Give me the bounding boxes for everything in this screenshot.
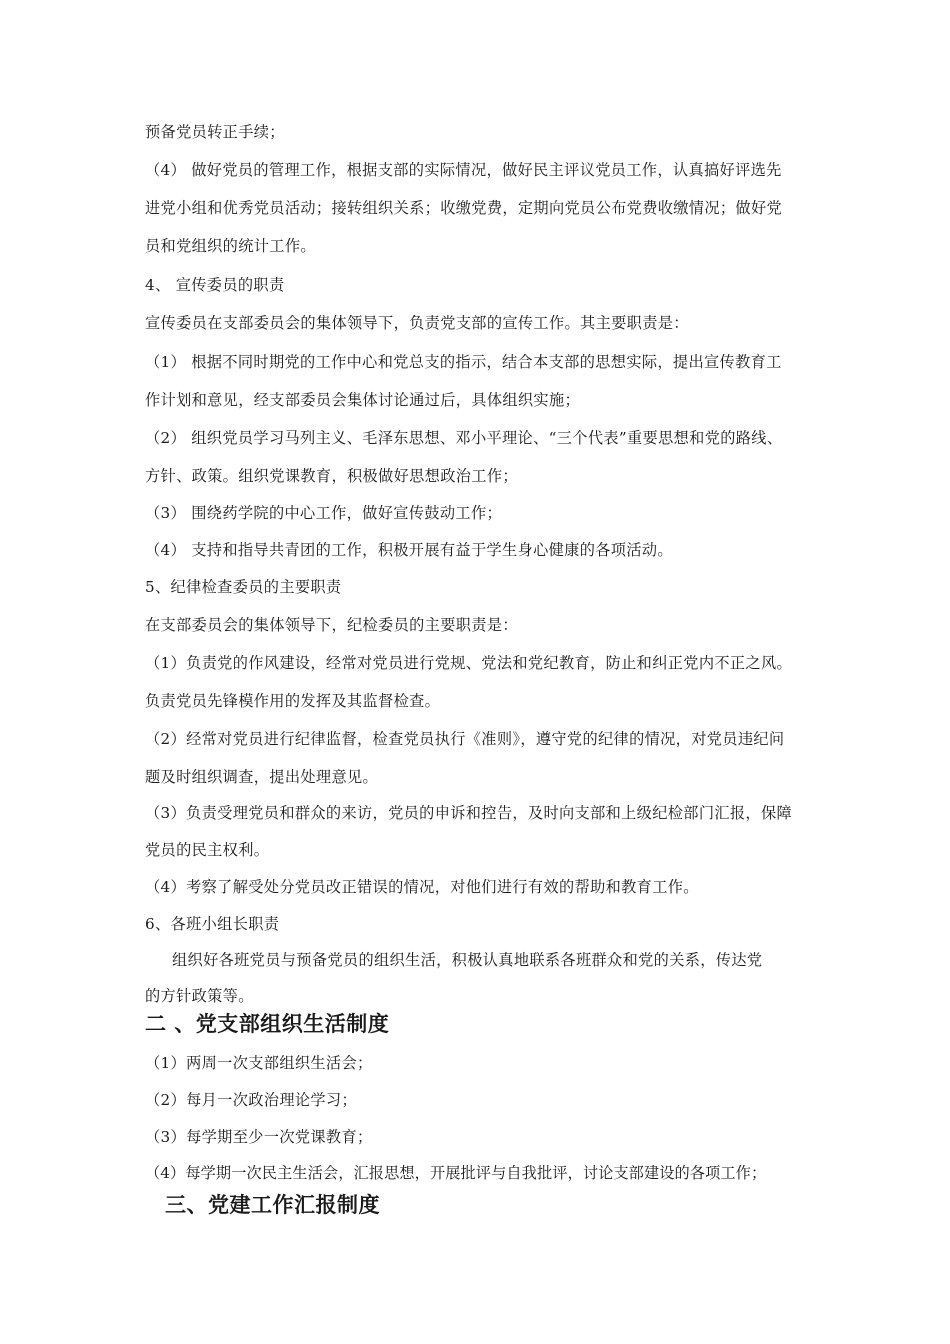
- paragraph-line: 负责党员先锋模作用的发挥及其监督检查。: [145, 692, 441, 710]
- list-item: （4）每学期一次民主生活会，汇报思想，开展批评与自我批评，讨论支部建设的各项工作；: [145, 1164, 767, 1182]
- paragraph-line: 宣传委员在支部委员会的集体领导下，负责党支部的宣传工作。其主要职责是：: [145, 314, 689, 332]
- paragraph-line: 员和党组织的统计工作。: [145, 237, 316, 255]
- paragraph-line: （4） 做好党员的管理工作，根据支部的实际情况，做好民主评议党员工作，认真搞好评选先: [145, 161, 782, 179]
- section-heading: 二 、党支部组织生活制度: [145, 1012, 390, 1036]
- subsection-heading: 6、各班小组长职责: [145, 915, 280, 933]
- paragraph-line: （3）负责受理党员和群众的来访，党员的申诉和控告，及时向支部和上级纪检部门汇报，保障: [145, 804, 793, 822]
- list-item: （1）两周一次支部组织生活会；: [145, 1054, 373, 1072]
- subsection-heading: 4、 宣传委员的职责: [145, 276, 285, 294]
- list-item: （2）每月一次政治理论学习；: [145, 1091, 358, 1109]
- paragraph-line: 题及时组织调查，提出处理意见。: [145, 768, 379, 786]
- paragraph-line: 进党小组和优秀党员活动；接转组织关系；收缴党费，定期向党员公布党费收缴情况；做好党: [145, 199, 783, 217]
- paragraph-line: （2）经常对党员进行纪律监督，检查党员执行《准则》，遵守党的纪律的情况，对党员违纪问: [145, 730, 785, 748]
- subsection-heading: 5、纪律检查委员的主要职责: [145, 578, 342, 596]
- paragraph-line: 作计划和意见，经支部委员会集体讨论通过后，具体组织实施；: [145, 391, 581, 409]
- section-heading: 三、党建工作汇报制度: [165, 1193, 380, 1217]
- paragraph-line: 方针、政策。组织党课教育，积极做好思想政治工作；: [145, 467, 518, 485]
- paragraph-line: （4） 支持和指导共青团的工作，积极开展有益于学生身心健康的各项活动。: [145, 541, 673, 559]
- paragraph-line: 党员的民主权利。: [145, 841, 270, 859]
- paragraph-line: 组织好各班党员与预备党员的组织生活，积极认真地联系各班群众和党的关系，传达党: [172, 951, 763, 969]
- paragraph-line: （2） 组织党员学习马列主义、毛泽东思想、邓小平理论、“三个代表”重要思想和党的路线、: [145, 429, 783, 447]
- paragraph-line: 的方针政策等。: [145, 987, 254, 1005]
- paragraph-line: （1）负责党的作风建设，经常对党员进行党规、党法和党纪教育，防止和纠正党内不正之风。: [145, 654, 793, 672]
- paragraph-line: 预备党员转正手续；: [145, 123, 285, 141]
- paragraph-line: （1） 根据不同时期党的工作中心和党总支的指示，结合本支部的思想实际，提出宣传教育工: [145, 353, 782, 371]
- paragraph-line: （4）考察了解受处分党员改正错误的情况，对他们进行有效的帮助和教育工作。: [145, 878, 699, 896]
- paragraph-line: 在支部委员会的集体领导下，纪检委员的主要职责是：: [145, 616, 518, 634]
- paragraph-line: （3） 围绕药学院的中心工作，做好宣传鼓动工作；: [145, 504, 503, 522]
- list-item: （3）每学期至少一次党课教育；: [145, 1128, 373, 1146]
